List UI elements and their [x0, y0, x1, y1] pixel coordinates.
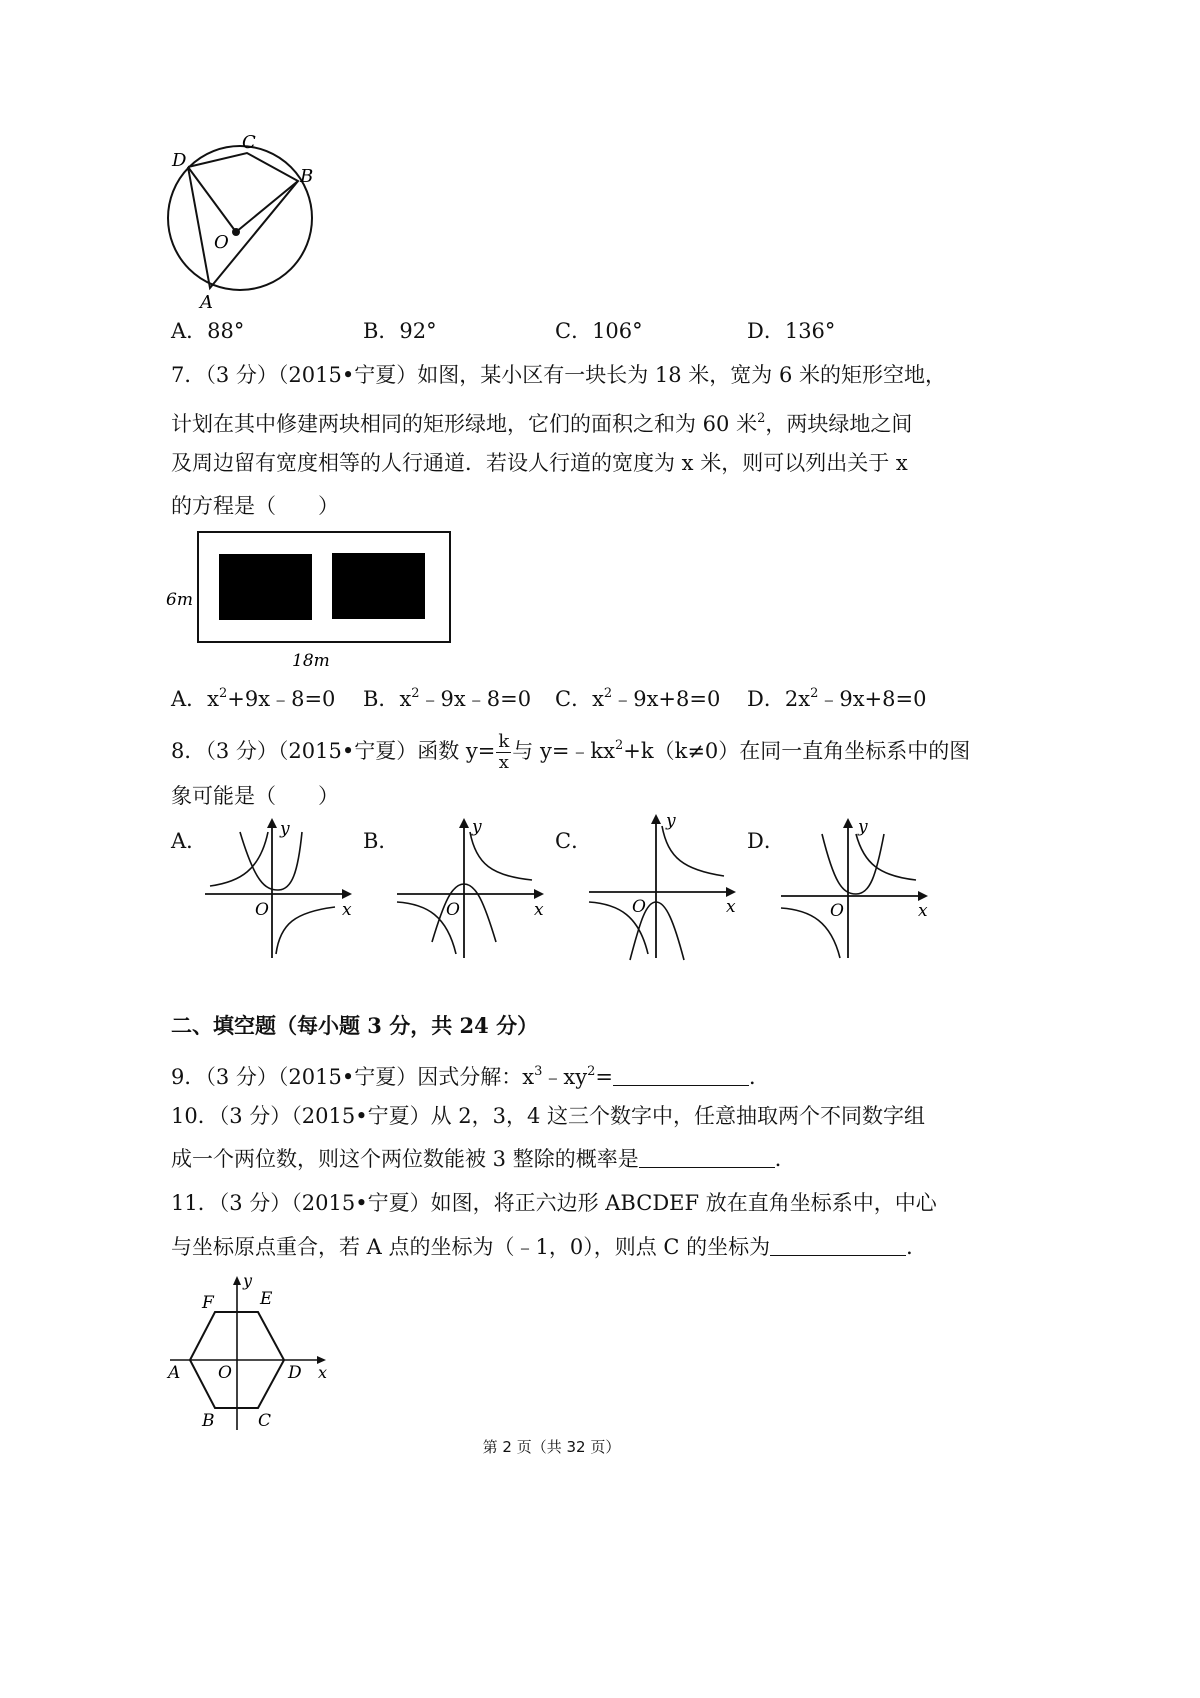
q8-suffix: +k（k≠0）在同一直角坐标系中的图 — [623, 739, 971, 763]
q7-option-a-letter: A． — [171, 687, 208, 711]
q7-area-exponent: 2 — [757, 411, 766, 426]
graph-b — [392, 812, 562, 962]
q7-option-b-rest: ﹣9x﹣8=0 — [419, 687, 532, 711]
green-plot-right — [332, 553, 425, 619]
q8-exponent: 2 — [615, 738, 624, 753]
segment-do — [188, 167, 236, 232]
q7-option-d-var: 2x — [784, 687, 811, 711]
q11-line-1: 11．（3 分）（2015•宁夏）如图，将正六边形 ABCDEF 放在直角坐标系中，中心 — [171, 1191, 937, 1215]
center-point — [232, 228, 240, 236]
label-o: O — [218, 1363, 232, 1383]
green-plot-left — [219, 554, 312, 620]
graph-c — [584, 812, 754, 962]
q11-tail: ． — [906, 1235, 928, 1259]
q7-option-b — [363, 679, 531, 714]
label-d: D — [172, 150, 187, 171]
label-o: O — [214, 232, 229, 253]
label-y: y — [280, 819, 290, 839]
q7-line-4: 的方程是（ ） — [171, 494, 339, 518]
q8-line-1 — [171, 724, 970, 773]
x-arrow-icon — [726, 887, 736, 897]
label-e: E — [260, 1289, 273, 1309]
q7-line-2-tail: ，两块绿地之间 — [765, 412, 913, 436]
q8-option-a-letter: A． — [171, 829, 208, 853]
graph-a — [200, 812, 370, 962]
label-o: O — [632, 897, 646, 917]
hexagon-figure — [160, 1272, 345, 1437]
label-o: O — [830, 901, 844, 921]
q11-line-2-text: 与坐标原点重合，若 A 点的坐标为（﹣1，0），则点 C 的坐标为 — [171, 1235, 771, 1259]
q7-line-1: 7．（3 分）（2015•宁夏）如图，某小区有一块长为 18 米，宽为 6 米的矩形空地， — [171, 363, 947, 387]
parabola — [240, 832, 302, 890]
q7-option-a — [171, 679, 335, 714]
y-arrow-icon — [459, 818, 469, 828]
q7-line-2-text: 计划在其中修建两块相同的矩形绿地，它们的面积之和为 60 米 — [171, 412, 758, 436]
q8-option-d-letter: D． — [747, 829, 785, 853]
q8-option-c-letter: C． — [555, 829, 593, 853]
q10-line-2 — [171, 1144, 796, 1174]
q9-line — [171, 1057, 770, 1092]
hyperbola-q1 — [662, 826, 724, 876]
x-arrow-icon — [534, 889, 544, 899]
width-label: 18m — [292, 651, 330, 671]
q8-line-2: 象可能是（ ） — [171, 784, 339, 808]
q8-mid: 与 y=﹣kx — [512, 739, 615, 763]
x-arrow-icon — [342, 889, 352, 899]
hyperbola-q4 — [276, 907, 335, 954]
page-footer: 第 2 页（共 32 页） — [482, 1438, 621, 1456]
q7-option-d — [747, 679, 926, 714]
x-arrow-icon — [918, 891, 928, 901]
label-f: F — [202, 1293, 214, 1313]
label-d: D — [288, 1363, 302, 1383]
circle-figure — [160, 128, 330, 313]
q9-exp-1: 3 — [534, 1064, 543, 1079]
q6-option-b: B．92° — [363, 319, 437, 343]
q9-exp-2: 2 — [587, 1064, 596, 1079]
height-label: 6m — [166, 590, 193, 610]
q10-answer-blank[interactable] — [639, 1145, 775, 1168]
q6-option-d: D．136° — [747, 319, 836, 343]
q9-text: 9．（3 分）（2015•宁夏）因式分解：x — [171, 1065, 535, 1089]
q10-line-1: 10．（3 分）（2015•宁夏）从 2，3，4 这三个数字中，任意抽取两个不同数字组 — [171, 1104, 926, 1128]
q7-line-2 — [171, 404, 912, 439]
q7-option-a-rest: +9x﹣8=0 — [227, 687, 336, 711]
label-y: y — [858, 817, 868, 837]
q7-option-d-letter: D． — [747, 687, 785, 711]
q9-tail: ． — [748, 1065, 770, 1089]
q7-option-c-exp: 2 — [603, 686, 613, 701]
q6-option-c: C．106° — [555, 319, 643, 343]
graph-d — [776, 812, 946, 962]
q7-option-c-rest: ﹣9x+8=0 — [612, 687, 721, 711]
quadrilateral-abcd — [188, 153, 298, 288]
y-arrow-icon — [233, 1276, 241, 1285]
label-x: x — [534, 900, 544, 920]
q8-fraction — [496, 732, 511, 773]
label-c: C — [242, 132, 256, 153]
label-o: O — [255, 900, 269, 920]
q7-option-d-rest: ﹣9x+8=0 — [818, 687, 927, 711]
label-c: C — [258, 1411, 272, 1431]
q7-option-c-var: x — [592, 687, 604, 711]
label-x: x — [342, 900, 352, 920]
y-arrow-icon — [651, 814, 661, 824]
q7-option-a-exp: 2 — [219, 686, 228, 701]
q7-line-3: 及周边留有宽度相等的人行通道．若设人行道的宽度为 x 米，则可以列出关于 x — [171, 451, 908, 475]
section-title: 二、填空题（每小题 3 分，共 24 分） — [171, 1013, 539, 1038]
q8-frac-denominator: x — [498, 752, 509, 773]
q10-line-2-text: 成一个两位数，则这个两位数能被 3 整除的概率是 — [171, 1147, 639, 1171]
q7-option-b-letter: B． — [363, 687, 400, 711]
label-b: B — [300, 166, 314, 187]
q9-equals: = — [595, 1065, 613, 1089]
label-y: y — [243, 1272, 253, 1290]
label-b: B — [202, 1411, 215, 1431]
q8-frac-numerator: k — [498, 731, 510, 752]
q9-mid: ﹣xy — [542, 1065, 588, 1089]
q6-option-a: A．88° — [171, 319, 245, 343]
q11-line-2 — [171, 1232, 927, 1262]
y-arrow-icon — [267, 818, 277, 828]
segment-ob — [236, 181, 298, 232]
label-x: x — [318, 1363, 328, 1382]
q8-prefix: 8．（3 分）（2015•宁夏）函数 y= — [171, 739, 496, 763]
label-y: y — [472, 817, 482, 837]
q7-option-c — [555, 679, 720, 714]
hyperbola-q1 — [856, 834, 916, 880]
q7-option-c-letter: C． — [555, 687, 593, 711]
q8-option-b-letter: B． — [363, 829, 400, 853]
q11-answer-blank[interactable] — [770, 1233, 906, 1256]
q7-option-b-exp: 2 — [411, 686, 420, 701]
label-a: A — [200, 292, 213, 313]
y-arrow-icon — [843, 818, 853, 828]
rectangle-figure — [160, 528, 460, 673]
label-x: x — [918, 901, 928, 921]
label-a: A — [168, 1363, 181, 1383]
label-x: x — [726, 897, 736, 917]
hyperbola-q1 — [470, 832, 532, 880]
label-o: O — [446, 900, 460, 920]
q10-tail: ． — [774, 1147, 796, 1171]
label-y: y — [666, 812, 676, 831]
q9-answer-blank[interactable] — [613, 1063, 749, 1086]
q7-option-d-exp: 2 — [810, 686, 819, 701]
q7-option-a-var: x — [207, 687, 220, 711]
parabola — [822, 834, 884, 894]
q7-option-b-var: x — [399, 687, 412, 711]
